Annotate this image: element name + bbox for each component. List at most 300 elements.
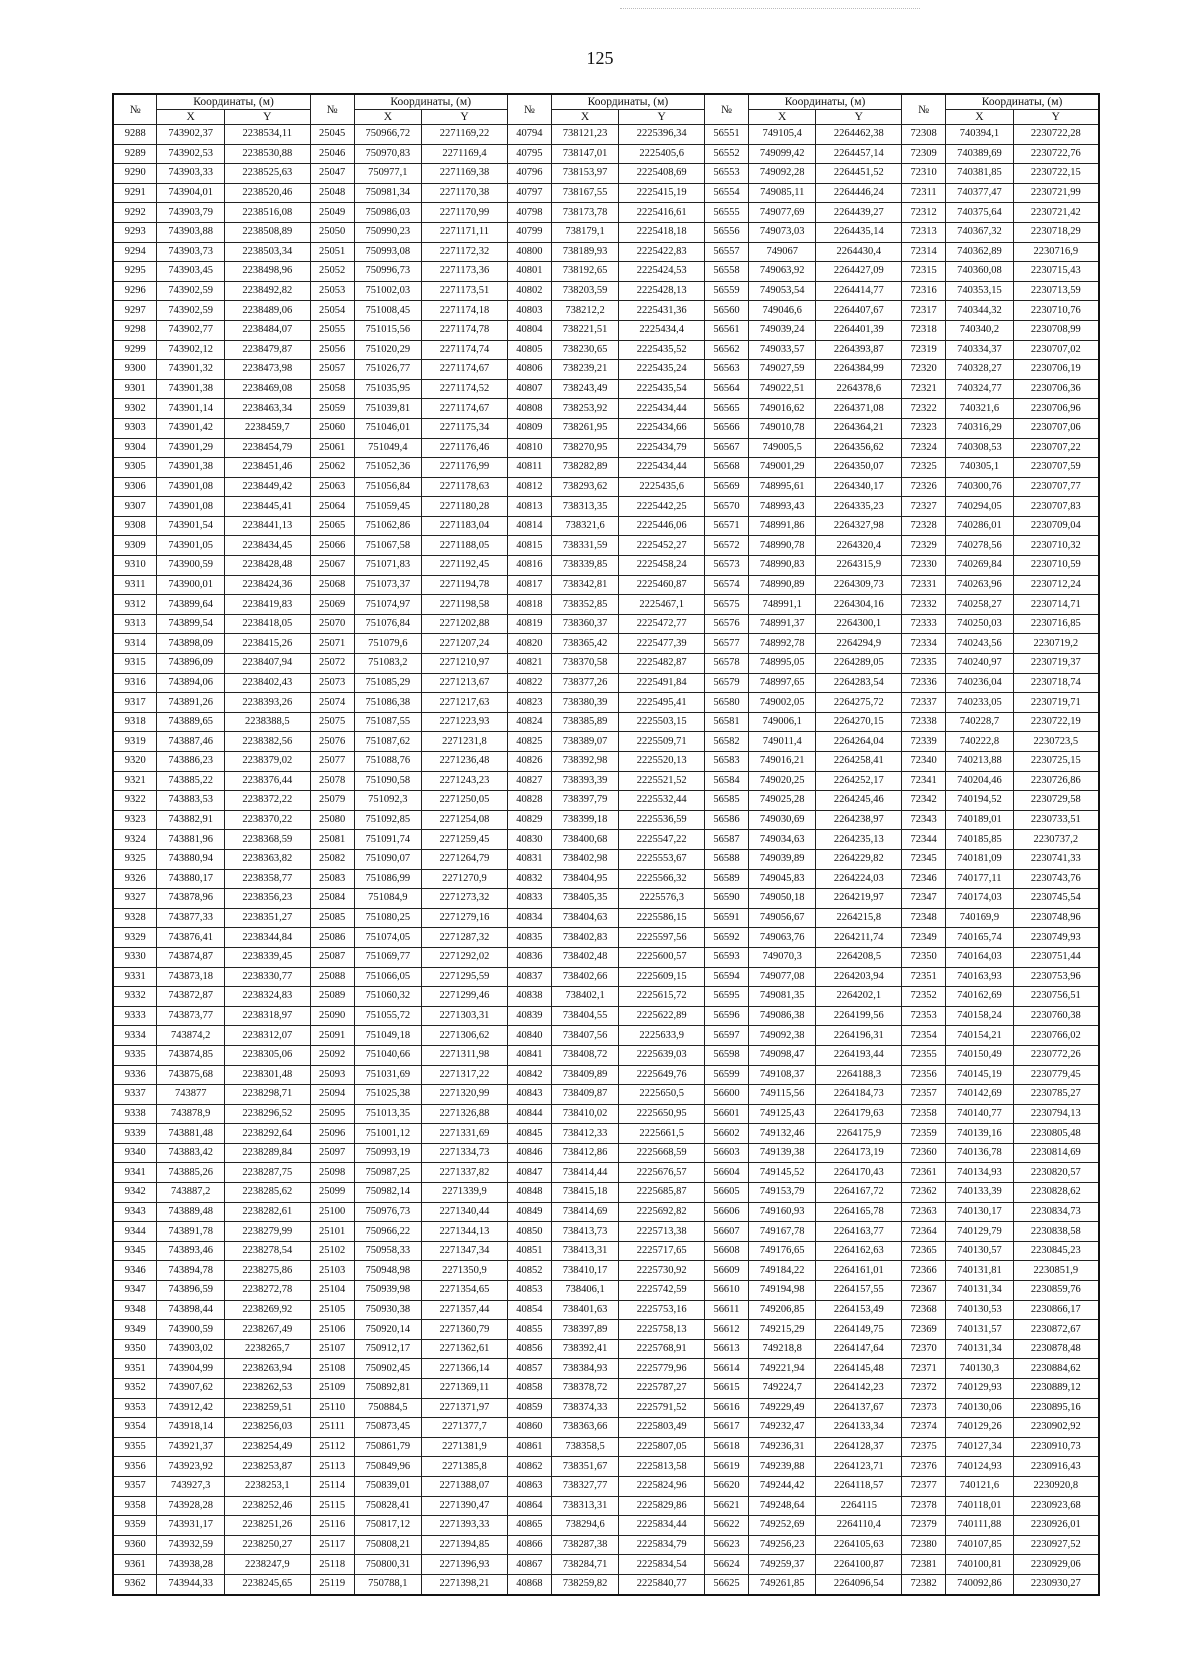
point-number-cell: 25059	[310, 399, 354, 419]
point-number-cell: 56609	[705, 1261, 749, 1281]
coord-y-cell: 2264123,71	[816, 1457, 902, 1477]
coord-x-cell: 738385,89	[551, 712, 619, 732]
point-number-cell: 40815	[507, 536, 551, 556]
coord-y-cell: 2271337,82	[422, 1163, 508, 1183]
coord-x-cell: 740130,17	[946, 1202, 1014, 1222]
coord-x-cell: 740133,39	[946, 1183, 1014, 1203]
coord-x-cell: 750939,98	[354, 1281, 422, 1301]
point-number-cell: 72314	[902, 242, 946, 262]
coord-y-cell: 2271320,99	[422, 1085, 508, 1105]
table-row	[113, 1437, 1099, 1457]
coord-x-cell: 738358,5	[551, 1437, 619, 1457]
coord-x-cell: 738405,35	[551, 889, 619, 909]
coord-x-cell: 738121,23	[551, 125, 619, 145]
coord-y-cell: 2238296,52	[224, 1104, 310, 1124]
point-number-cell: 56605	[705, 1183, 749, 1203]
coord-x-cell: 738413,73	[551, 1222, 619, 1242]
point-number-cell: 9292	[113, 203, 157, 223]
coord-x-cell: 750993,08	[354, 242, 422, 262]
coord-x-cell: 749132,46	[748, 1124, 816, 1144]
point-number-cell: 72344	[902, 830, 946, 850]
point-number-cell: 56560	[705, 301, 749, 321]
coord-y-cell: 2238256,03	[224, 1418, 310, 1438]
point-number-cell: 56603	[705, 1143, 749, 1163]
coord-x-cell: 740162,69	[946, 987, 1014, 1007]
point-number-cell: 72345	[902, 849, 946, 869]
table-row	[113, 712, 1099, 732]
coord-y-cell: 2225803,49	[619, 1418, 705, 1438]
coord-x-cell: 743944,33	[157, 1574, 225, 1594]
point-number-cell: 25045	[310, 125, 354, 145]
coord-y-cell: 2225428,13	[619, 281, 705, 301]
coord-y-cell: 2271398,21	[422, 1574, 508, 1594]
point-number-cell: 40813	[507, 497, 551, 517]
coord-x-cell: 740367,32	[946, 222, 1014, 242]
point-number-cell: 9296	[113, 281, 157, 301]
coord-x-cell: 751090,07	[354, 849, 422, 869]
coord-x-cell: 748990,89	[748, 575, 816, 595]
coord-y-cell: 2238534,11	[224, 125, 310, 145]
coord-y-cell: 2271317,22	[422, 1065, 508, 1085]
coord-y-cell: 2225495,41	[619, 693, 705, 713]
coord-x-cell: 738402,83	[551, 928, 619, 948]
coord-y-cell: 2230741,33	[1013, 849, 1099, 869]
point-number-cell: 25063	[310, 477, 354, 497]
point-number-cell: 40808	[507, 399, 551, 419]
coord-y-cell: 2271306,62	[422, 1026, 508, 1046]
point-number-cell: 72342	[902, 791, 946, 811]
coord-x-cell: 738339,85	[551, 556, 619, 576]
coord-x-cell: 738414,44	[551, 1163, 619, 1183]
coord-x-cell: 749224,7	[748, 1379, 816, 1399]
coord-y-cell: 2264384,99	[816, 360, 902, 380]
coord-x-cell: 749115,56	[748, 1085, 816, 1105]
point-number-cell: 40861	[507, 1437, 551, 1457]
coord-x-cell: 740174,03	[946, 889, 1014, 909]
col-y-header: Y	[422, 110, 508, 125]
point-number-cell: 72322	[902, 399, 946, 419]
coord-y-cell: 2230714,71	[1013, 595, 1099, 615]
table-row	[113, 1202, 1099, 1222]
point-number-cell: 40860	[507, 1418, 551, 1438]
coord-x-cell: 743928,28	[157, 1496, 225, 1516]
point-number-cell: 40812	[507, 477, 551, 497]
point-number-cell: 25081	[310, 830, 354, 850]
coord-y-cell: 2271202,88	[422, 614, 508, 634]
coord-y-cell: 2264462,38	[816, 125, 902, 145]
coord-y-cell: 2225396,34	[619, 125, 705, 145]
coord-y-cell: 2230706,19	[1013, 360, 1099, 380]
coord-y-cell: 2225787,27	[619, 1379, 705, 1399]
coord-x-cell: 738377,26	[551, 673, 619, 693]
coord-y-cell: 2271169,38	[422, 164, 508, 184]
point-number-cell: 72320	[902, 360, 946, 380]
point-number-cell: 56601	[705, 1104, 749, 1124]
point-number-cell: 40823	[507, 693, 551, 713]
point-number-cell: 56578	[705, 654, 749, 674]
coord-x-cell: 749039,89	[748, 849, 816, 869]
point-number-cell: 40809	[507, 418, 551, 438]
coord-y-cell: 2264149,75	[816, 1320, 902, 1340]
coord-y-cell: 2271174,67	[422, 399, 508, 419]
coord-y-cell: 2238418,05	[224, 614, 310, 634]
point-number-cell: 40867	[507, 1555, 551, 1575]
coord-y-cell: 2225807,05	[619, 1437, 705, 1457]
coord-x-cell: 748991,1	[748, 595, 816, 615]
coord-y-cell: 2230751,44	[1013, 947, 1099, 967]
coord-x-cell: 738404,95	[551, 869, 619, 889]
coord-y-cell: 2271210,97	[422, 654, 508, 674]
table-row	[113, 771, 1099, 791]
table-row	[113, 1183, 1099, 1203]
coord-x-cell: 740243,56	[946, 634, 1014, 654]
coord-y-cell: 2225431,36	[619, 301, 705, 321]
point-number-cell: 25082	[310, 849, 354, 869]
point-number-cell: 9291	[113, 183, 157, 203]
coord-y-cell: 2238254,49	[224, 1437, 310, 1457]
coord-y-cell: 2264427,09	[816, 262, 902, 282]
point-number-cell: 9303	[113, 418, 157, 438]
table-row	[113, 320, 1099, 340]
coord-x-cell: 740131,34	[946, 1281, 1014, 1301]
point-number-cell: 72324	[902, 438, 946, 458]
coord-x-cell: 743918,14	[157, 1418, 225, 1438]
coord-y-cell: 2230794,13	[1013, 1104, 1099, 1124]
point-number-cell: 9302	[113, 399, 157, 419]
point-number-cell: 25085	[310, 908, 354, 928]
point-number-cell: 72329	[902, 536, 946, 556]
coord-y-cell: 2225434,79	[619, 438, 705, 458]
coord-y-cell: 2238289,84	[224, 1143, 310, 1163]
coord-x-cell: 751008,45	[354, 301, 422, 321]
point-number-cell: 25114	[310, 1476, 354, 1496]
point-number-cell: 72343	[902, 810, 946, 830]
coord-x-cell: 740129,26	[946, 1418, 1014, 1438]
point-number-cell: 9355	[113, 1437, 157, 1457]
coord-y-cell: 2238272,78	[224, 1281, 310, 1301]
point-number-cell: 56586	[705, 810, 749, 830]
coord-x-cell: 751087,62	[354, 732, 422, 752]
coord-x-cell: 749077,69	[748, 203, 816, 223]
coord-x-cell: 740129,79	[946, 1222, 1014, 1242]
coord-y-cell: 2238267,49	[224, 1320, 310, 1340]
coord-x-cell: 749099,42	[748, 144, 816, 164]
coord-x-cell: 751039,81	[354, 399, 422, 419]
coord-x-cell: 751076,84	[354, 614, 422, 634]
point-number-cell: 25108	[310, 1359, 354, 1379]
coord-x-cell: 740316,29	[946, 418, 1014, 438]
point-number-cell: 9327	[113, 889, 157, 909]
point-number-cell: 40857	[507, 1359, 551, 1379]
coord-x-cell: 740130,3	[946, 1359, 1014, 1379]
coord-y-cell: 2238419,83	[224, 595, 310, 615]
coord-x-cell: 749002,05	[748, 693, 816, 713]
coord-x-cell: 749221,94	[748, 1359, 816, 1379]
coord-y-cell: 2225753,16	[619, 1300, 705, 1320]
coord-y-cell: 2225758,13	[619, 1320, 705, 1340]
coord-y-cell: 2271347,34	[422, 1241, 508, 1261]
coord-y-cell: 2238251,26	[224, 1516, 310, 1536]
coord-y-cell: 2264163,77	[816, 1222, 902, 1242]
col-number-header: №	[705, 94, 749, 125]
coord-y-cell: 2225566,32	[619, 869, 705, 889]
coord-x-cell: 751085,29	[354, 673, 422, 693]
coord-y-cell: 2238407,94	[224, 654, 310, 674]
coord-x-cell: 751074,97	[354, 595, 422, 615]
coord-y-cell: 2264340,17	[816, 477, 902, 497]
coord-x-cell: 749239,88	[748, 1457, 816, 1477]
coord-x-cell: 750986,03	[354, 203, 422, 223]
coord-y-cell: 2271169,4	[422, 144, 508, 164]
point-number-cell: 56558	[705, 262, 749, 282]
table-row	[113, 634, 1099, 654]
coord-y-cell: 2225521,52	[619, 771, 705, 791]
coord-x-cell: 749108,37	[748, 1065, 816, 1085]
table-header	[113, 94, 1099, 125]
point-number-cell: 40849	[507, 1202, 551, 1222]
coord-x-cell: 743901,08	[157, 497, 225, 517]
point-number-cell: 40816	[507, 556, 551, 576]
point-number-cell: 72375	[902, 1437, 946, 1457]
coord-x-cell: 740213,88	[946, 752, 1014, 772]
coord-y-cell: 2230712,24	[1013, 575, 1099, 595]
coord-y-cell: 2225622,89	[619, 1006, 705, 1026]
coord-x-cell: 743903,02	[157, 1339, 225, 1359]
coord-y-cell: 2225482,87	[619, 654, 705, 674]
point-number-cell: 9322	[113, 791, 157, 811]
coord-y-cell: 2264202,1	[816, 987, 902, 1007]
point-number-cell: 56599	[705, 1065, 749, 1085]
point-number-cell: 9341	[113, 1163, 157, 1183]
point-number-cell: 56600	[705, 1085, 749, 1105]
coord-x-cell: 750930,38	[354, 1300, 422, 1320]
coord-x-cell: 749236,31	[748, 1437, 816, 1457]
point-number-cell: 56562	[705, 340, 749, 360]
coord-x-cell: 740377,47	[946, 183, 1014, 203]
coord-x-cell: 743873,77	[157, 1006, 225, 1026]
point-number-cell: 25106	[310, 1320, 354, 1340]
point-number-cell: 9334	[113, 1026, 157, 1046]
table-row	[113, 810, 1099, 830]
coord-x-cell: 740131,81	[946, 1261, 1014, 1281]
coord-y-cell: 2264137,67	[816, 1398, 902, 1418]
point-number-cell: 56582	[705, 732, 749, 752]
point-number-cell: 9362	[113, 1574, 157, 1594]
coord-x-cell: 749184,22	[748, 1261, 816, 1281]
coord-y-cell: 2230748,96	[1013, 908, 1099, 928]
coord-y-cell: 2225520,13	[619, 752, 705, 772]
coord-x-cell: 738284,71	[551, 1555, 619, 1575]
point-number-cell: 72349	[902, 928, 946, 948]
coord-x-cell: 743932,59	[157, 1535, 225, 1555]
point-number-cell: 56559	[705, 281, 749, 301]
point-number-cell: 9315	[113, 654, 157, 674]
coord-y-cell: 2230719,2	[1013, 634, 1099, 654]
coord-y-cell: 2230707,06	[1013, 418, 1099, 438]
coord-x-cell: 750808,21	[354, 1535, 422, 1555]
table-row	[113, 889, 1099, 909]
point-number-cell: 40802	[507, 281, 551, 301]
point-number-cell: 72357	[902, 1085, 946, 1105]
coord-y-cell: 2264199,56	[816, 1006, 902, 1026]
coord-x-cell: 743927,3	[157, 1476, 225, 1496]
point-number-cell: 72337	[902, 693, 946, 713]
coord-y-cell: 2238525,63	[224, 164, 310, 184]
point-number-cell: 9336	[113, 1065, 157, 1085]
coord-y-cell: 2230785,27	[1013, 1085, 1099, 1105]
point-number-cell: 25100	[310, 1202, 354, 1222]
coord-y-cell: 2238508,89	[224, 222, 310, 242]
coord-x-cell: 750839,01	[354, 1476, 422, 1496]
coord-x-cell: 738147,01	[551, 144, 619, 164]
coord-x-cell: 743904,01	[157, 183, 225, 203]
table-row	[113, 1104, 1099, 1124]
point-number-cell: 9335	[113, 1045, 157, 1065]
coord-y-cell: 2264283,54	[816, 673, 902, 693]
coordinates-table	[112, 93, 1100, 1596]
col-x-header: X	[354, 110, 422, 125]
coord-y-cell: 2238298,71	[224, 1085, 310, 1105]
point-number-cell: 56557	[705, 242, 749, 262]
coord-y-cell: 2225834,44	[619, 1516, 705, 1536]
coord-y-cell: 2225717,65	[619, 1241, 705, 1261]
table-row	[113, 301, 1099, 321]
coord-y-cell: 2271243,23	[422, 771, 508, 791]
point-number-cell: 56575	[705, 595, 749, 615]
coord-y-cell: 2230756,51	[1013, 987, 1099, 1007]
coord-x-cell: 743885,22	[157, 771, 225, 791]
point-number-cell: 56596	[705, 1006, 749, 1026]
table-row	[113, 281, 1099, 301]
coord-x-cell: 738397,79	[551, 791, 619, 811]
point-number-cell: 72339	[902, 732, 946, 752]
point-number-cell: 40851	[507, 1241, 551, 1261]
coord-y-cell: 2238370,22	[224, 810, 310, 830]
coord-x-cell: 738404,63	[551, 908, 619, 928]
coord-y-cell: 2238498,96	[224, 262, 310, 282]
point-number-cell: 25115	[310, 1496, 354, 1516]
point-number-cell: 9343	[113, 1202, 157, 1222]
coord-y-cell: 2271339,9	[422, 1183, 508, 1203]
table-row	[113, 1418, 1099, 1438]
coord-y-cell: 2264203,94	[816, 967, 902, 987]
coord-y-cell: 2225685,87	[619, 1183, 705, 1203]
coord-x-cell: 751092,3	[354, 791, 422, 811]
table-row	[113, 1006, 1099, 1026]
point-number-cell: 9299	[113, 340, 157, 360]
point-number-cell: 40864	[507, 1496, 551, 1516]
coord-x-cell: 750970,83	[354, 144, 422, 164]
coord-y-cell: 2238247,9	[224, 1555, 310, 1575]
coord-x-cell: 740258,27	[946, 595, 1014, 615]
point-number-cell: 72373	[902, 1398, 946, 1418]
coord-x-cell: 750966,22	[354, 1222, 422, 1242]
coord-x-cell: 751086,99	[354, 869, 422, 889]
point-number-cell: 72367	[902, 1281, 946, 1301]
coord-x-cell: 740129,93	[946, 1379, 1014, 1399]
coord-y-cell: 2271169,22	[422, 125, 508, 145]
coord-y-cell: 2230889,12	[1013, 1379, 1099, 1399]
coord-y-cell: 2264128,37	[816, 1437, 902, 1457]
table-row	[113, 908, 1099, 928]
coord-x-cell: 743887,46	[157, 732, 225, 752]
coord-x-cell: 738293,62	[551, 477, 619, 497]
point-number-cell: 56551	[705, 125, 749, 145]
point-number-cell: 9318	[113, 712, 157, 732]
point-number-cell: 40798	[507, 203, 551, 223]
coord-x-cell: 738321,6	[551, 516, 619, 536]
table-row	[113, 947, 1099, 967]
coord-x-cell: 749167,78	[748, 1222, 816, 1242]
point-number-cell: 56595	[705, 987, 749, 1007]
coord-y-cell: 2225434,44	[619, 399, 705, 419]
coord-y-cell: 2264118,57	[816, 1476, 902, 1496]
point-number-cell: 40845	[507, 1124, 551, 1144]
col-x-header: X	[946, 110, 1014, 125]
coord-x-cell: 750912,17	[354, 1339, 422, 1359]
point-number-cell: 72366	[902, 1261, 946, 1281]
coord-x-cell: 751080,25	[354, 908, 422, 928]
coord-y-cell: 2225597,56	[619, 928, 705, 948]
point-number-cell: 56619	[705, 1457, 749, 1477]
coord-y-cell: 2238434,45	[224, 536, 310, 556]
point-number-cell: 56568	[705, 458, 749, 478]
coord-y-cell: 2230902,92	[1013, 1418, 1099, 1438]
table-row	[113, 1320, 1099, 1340]
coord-y-cell: 2264165,78	[816, 1202, 902, 1222]
coord-x-cell: 740344,32	[946, 301, 1014, 321]
coord-x-cell: 749244,42	[748, 1476, 816, 1496]
point-number-cell: 56555	[705, 203, 749, 223]
coord-x-cell: 751013,35	[354, 1104, 422, 1124]
coord-x-cell: 750958,33	[354, 1241, 422, 1261]
coord-y-cell: 2238339,45	[224, 947, 310, 967]
point-number-cell: 9352	[113, 1379, 157, 1399]
coord-y-cell: 2225779,96	[619, 1359, 705, 1379]
coord-y-cell: 2225713,38	[619, 1222, 705, 1242]
coord-x-cell: 743883,53	[157, 791, 225, 811]
point-number-cell: 56569	[705, 477, 749, 497]
coord-y-cell: 2238520,46	[224, 183, 310, 203]
coord-x-cell: 748991,37	[748, 614, 816, 634]
coord-y-cell: 2264175,9	[816, 1124, 902, 1144]
point-number-cell: 40811	[507, 458, 551, 478]
point-number-cell: 40847	[507, 1163, 551, 1183]
coord-x-cell: 740222,8	[946, 732, 1014, 752]
coord-x-cell: 743885,26	[157, 1163, 225, 1183]
coord-y-cell: 2225639,03	[619, 1045, 705, 1065]
point-number-cell: 25052	[310, 262, 354, 282]
point-number-cell: 40800	[507, 242, 551, 262]
coord-x-cell: 743903,73	[157, 242, 225, 262]
coord-y-cell: 2230707,02	[1013, 340, 1099, 360]
point-number-cell: 25088	[310, 967, 354, 987]
coord-y-cell: 2264315,9	[816, 556, 902, 576]
coord-x-cell: 751088,76	[354, 752, 422, 772]
point-number-cell: 25098	[310, 1163, 354, 1183]
col-coords-header: Координаты, (м)	[946, 94, 1099, 110]
point-number-cell: 56618	[705, 1437, 749, 1457]
point-number-cell: 40819	[507, 614, 551, 634]
coord-x-cell: 749229,49	[748, 1398, 816, 1418]
coord-y-cell: 2238253,87	[224, 1457, 310, 1477]
coord-x-cell: 743896,09	[157, 654, 225, 674]
coord-y-cell: 2238459,7	[224, 418, 310, 438]
point-number-cell: 9338	[113, 1104, 157, 1124]
col-y-header: Y	[619, 110, 705, 125]
coord-x-cell: 740286,01	[946, 516, 1014, 536]
coord-y-cell: 2264304,16	[816, 595, 902, 615]
